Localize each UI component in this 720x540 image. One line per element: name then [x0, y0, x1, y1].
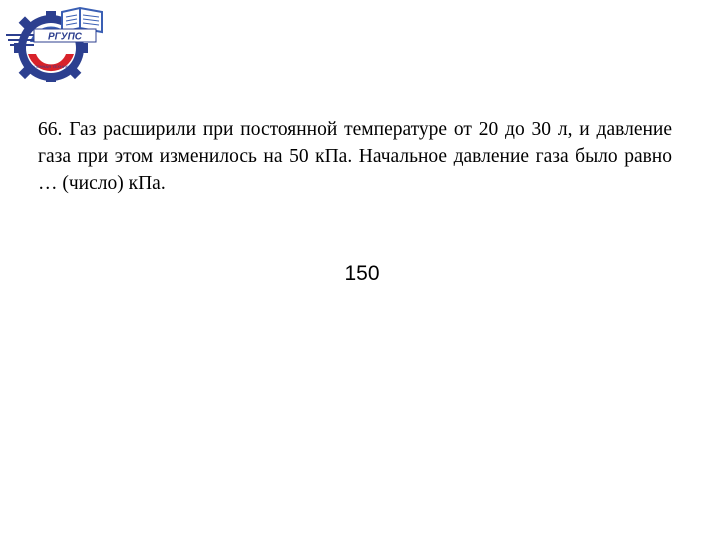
answer-value: 150: [344, 262, 380, 285]
university-logo: [4, 2, 104, 82]
logo-text: РГУПС: [48, 31, 82, 43]
logo-ring-text: ВОЕННАЯ ТЕХНИКА: [31, 64, 71, 69]
logo-emblem-icon: [4, 2, 104, 82]
question-text: 66. Газ расширили при постоянной температуре от 20 до 30 л, и давление газа при этом изменилось на 50 кПа. Начальное давление газа было равно … (число) кПа.: [38, 119, 672, 194]
